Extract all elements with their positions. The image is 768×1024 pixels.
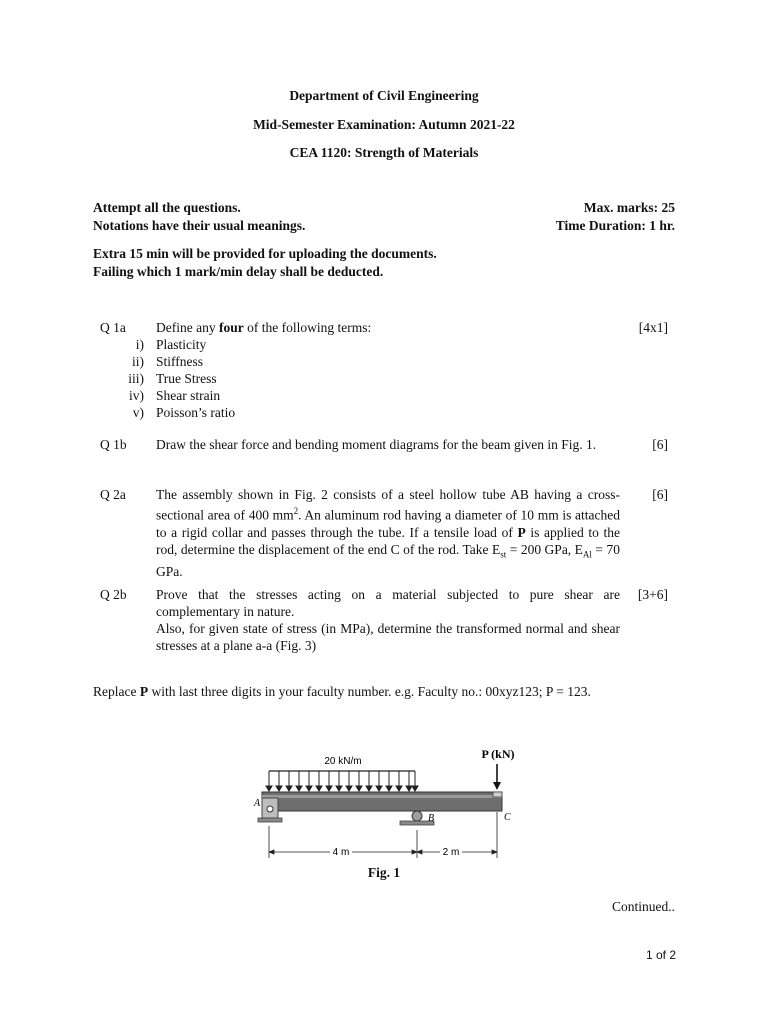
- figure-caption: Fig. 1: [367, 865, 401, 880]
- q1a-number: Q 1a: [100, 320, 126, 335]
- q2a-number: Q 2a: [100, 487, 126, 502]
- dimension-4m-label: 4 m: [332, 847, 350, 858]
- instruction-notations: Notations have their usual meanings.: [93, 218, 306, 233]
- q1a-marks: [4x1]: [638, 320, 668, 335]
- distributed-load-label: 20 kN/m: [324, 756, 362, 767]
- instruction-attempt: Attempt all the questions.: [93, 200, 241, 215]
- list-item: iii) True Stress: [128, 371, 217, 386]
- pin-support-a: [258, 798, 282, 822]
- q2a-text: The assembly shown in Fig. 2 consists of a steel hollow tube AB having a cross-sectional area of 400 $mm^2$. An aluminum rod having a diameter of 10 mm is attached to a rigid collar and passes through the tube. If a tensile load of P is applied to the rod, determine the displacement of the end C of the rod. Take $E_{st} = 200$ GPa, $E_{Al} = 70$ GPa.: [156, 487, 621, 580]
- list-item: ii) Stiffness: [132, 354, 204, 369]
- distributed-load-arrows: [266, 771, 418, 791]
- page-number: 1 of 2: [645, 948, 676, 962]
- dimension-2m-label: 2 m: [442, 847, 460, 858]
- replace-p-note: Replace P with last three digits in your faculty number. e.g. Faculty no.: 00xyz123; P = 123.: [93, 684, 591, 699]
- q1b-text: Draw the shear force and bending moment diagrams for the beam given in Fig. 1.: [156, 437, 597, 452]
- label-b: B: [428, 813, 435, 824]
- list-item: v) Poisson’s ratio: [132, 405, 236, 420]
- label-c: C: [504, 812, 511, 823]
- beam-flange-highlight: [262, 795, 502, 798]
- dimension-lines: [269, 812, 497, 858]
- department-title: Department of Civil Engineering: [289, 88, 479, 103]
- list-item: i) Plasticity: [135, 337, 207, 352]
- penalty-note: Failing which 1 mark/min delay shall be deducted.: [93, 264, 384, 279]
- beam: [262, 792, 502, 811]
- q1b-marks: [6]: [652, 437, 668, 452]
- point-load-arrowhead: [493, 782, 501, 790]
- q2a-marks: [6]: [652, 487, 668, 502]
- exam-title: Mid-Semester Examination: Autumn 2021-22: [253, 117, 515, 132]
- q2b-marks: [3+6]: [637, 587, 668, 602]
- beam-end-plate: [493, 792, 502, 797]
- q2b-text: Prove that the stresses acting on a material subjected to pure shear are complementary in nature. Also, for given state of stress (in MPa), determine the transformed normal and shear stresses at a plane a-a (Fig. 3): [156, 587, 620, 653]
- q1b-number: Q 1b: [100, 437, 127, 452]
- time-duration: Time Duration: 1 hr.: [555, 218, 675, 233]
- extra-time-note: Extra 15 min will be provided for uploading the documents.: [93, 246, 437, 261]
- point-load-label: P (kN): [481, 747, 515, 761]
- list-item: iv) Shear strain: [129, 388, 221, 403]
- label-a: A: [254, 798, 261, 809]
- max-marks: Max. marks: 25: [583, 200, 675, 215]
- beam-figure: [240, 740, 530, 870]
- q1a-text: Define any four of the following terms:: [156, 320, 372, 335]
- course-title: CEA 1120: Strength of Materials: [289, 145, 479, 160]
- continued-note: Continued..: [612, 899, 675, 914]
- q1a-term-list: [108, 336, 235, 421]
- q2b-number: Q 2b: [100, 587, 127, 602]
